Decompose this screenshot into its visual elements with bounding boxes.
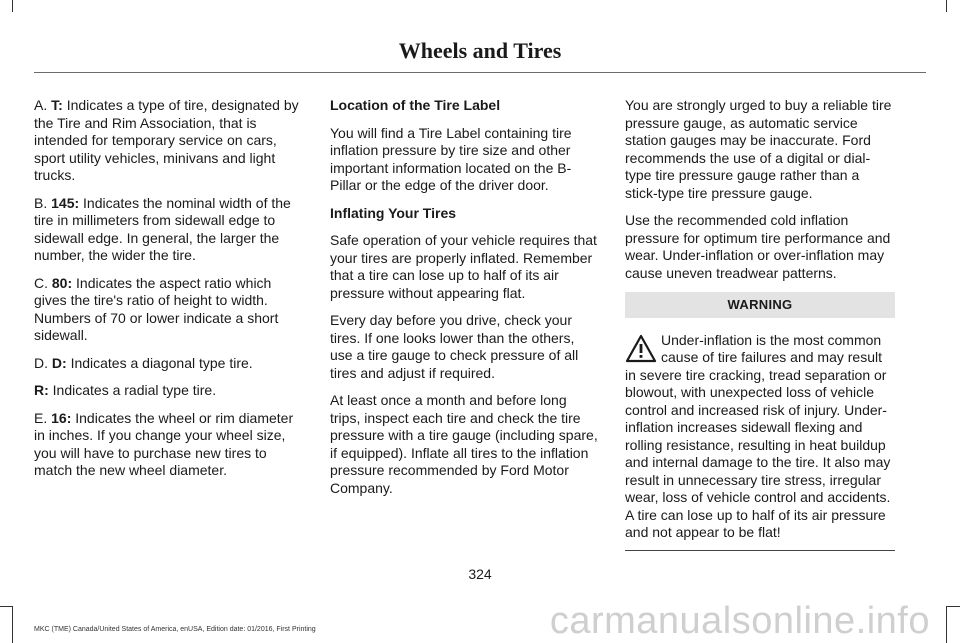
warning-body [625, 332, 895, 542]
warning-text: Under-inflation is the most common cause of tire failures and may result in severe tire cracking, tread separation or blowout, with unexpected loss of vehicle control and increased risk of injury. Under-inflation increases sidewall flexing and rolling resistance, resulting in heat buildup and internal damage to the tire. It also may result in unnecessary tire stress, irregular wear, loss of vehicle control and accidents. A tire can lose up to half of its air pressure and not appear to be flat! [625, 331, 891, 540]
footer-edition-info: MKC (TME) Canada/United States of America, enUSA, Edition date: 01/2016, First Printing [34, 626, 316, 633]
column-left [34, 97, 304, 490]
tire-code-item-b: B. 145: Indicates the nominal width of the tire in millimeters from sidewall edge to sidewall edge. In general, the larger the number, the wider the tire. [34, 194, 291, 263]
crop-mark-left-foot [0, 606, 12, 607]
paragraph-cold-inflation: Use the recommended cold inflation pressure for optimum tire performance and wear. Under-inflation or over-inflation may cause uneven treadwear patterns. [625, 212, 891, 281]
tire-code-item-c: C. 80: Indicates the aspect ratio which gives the tire's ratio of height to width. Numbers of 70 or lower indicate a short sidewall. [34, 274, 279, 343]
paragraph-tire-label: You will find a Tire Label containing tire inflation pressure by tire size and other important information located on the B-Pillar or the edge of the driver door. [330, 124, 572, 193]
paragraph-monthly-check: At least once a month and before long trips, inspect each tire and check the tire pressure with a tire gauge (including spare, if equipped). Inflate all tires to the inflation pressure recommended by Ford Motor Company. [330, 392, 598, 496]
tire-code-item-e: E. 16: Indicates the wheel or rim diameter in inches. If you change your wheel size, you will have to purchase new tires to match the new wheel diameter. [34, 409, 294, 478]
header-divider [34, 72, 926, 73]
warning-divider [625, 550, 895, 551]
column-right [625, 97, 895, 551]
page-header-title: Wheels and Tires [398, 38, 562, 63]
crop-mark-left [12, 606, 13, 643]
page-number: 324 [468, 566, 492, 582]
crop-mark-right [946, 606, 947, 643]
tire-code-item-r: R: Indicates a radial type tire. [34, 382, 217, 398]
column-middle [330, 97, 600, 507]
crop-mark-right-foot [947, 606, 960, 607]
section-heading-inflating: Inflating Your Tires [330, 204, 457, 221]
warning-title: WARNING [625, 292, 895, 318]
paragraph-daily-check: Every day before you drive, check your tires. If one looks lower than the others, use a tire gauge to check pressure of all tires and adjust if required. [330, 312, 579, 381]
section-heading-tire-label: Location of the Tire Label [330, 97, 501, 113]
watermark: carmanualsonline.info [549, 600, 930, 642]
warning-box [625, 292, 895, 551]
paragraph-gauge: You are strongly urged to buy a reliable tire pressure gauge, as automatic service station gauges may be inaccurate. Ford recommends the use of a digital or dial-type tire pressure gauge rather than a stick-type tire pressure gauge. [625, 97, 892, 201]
tire-code-item-d: D. D: Indicates a diagonal type tire. [34, 354, 253, 371]
crop-mark-top-left [12, 0, 13, 12]
warning-triangle-icon [625, 334, 657, 364]
paragraph-safe-operation: Safe operation of your vehicle requires that your tires are properly inflated. Remember that a tire can lose up to half of its air pressure without appearing flat. [330, 232, 597, 301]
crop-mark-top-right [946, 0, 947, 12]
tire-code-item-a: A. T: Indicates a type of tire, designated by the Tire and Rim Association, that is intended for temporary service on cars, sport utility vehicles, minivans and light trucks. [34, 97, 299, 183]
